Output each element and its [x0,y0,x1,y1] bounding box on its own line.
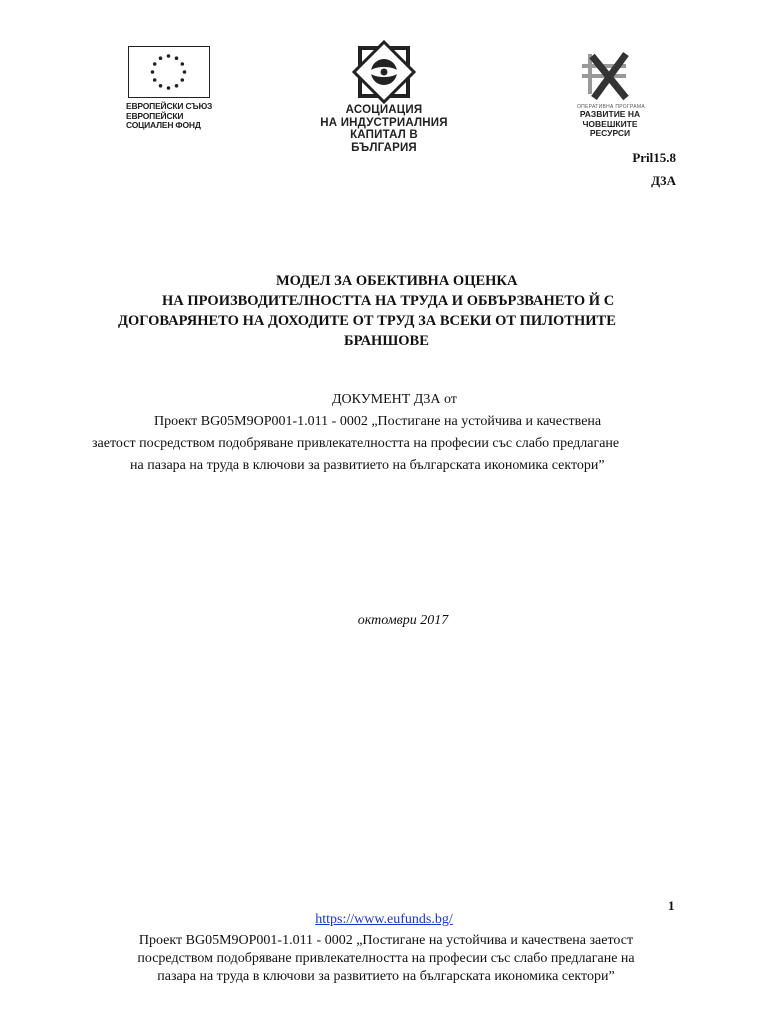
title-line-4: БРАНШОВЕ [344,333,429,349]
reference-doc: Д3А [651,173,676,188]
title-line-2: НА ПРОИЗВОДИТЕЛНОСТТА НА ТРУДА И ОБВЪРЗВАНЕТО Й С [162,293,615,309]
document-line-1: ДОКУМЕНТ Д3А от [332,392,457,407]
eu-logo-caption [126,102,226,131]
eu-caption-line1: ЕВРОПЕЙСКИ СЪЮЗ [126,101,213,111]
hr-tiny-caption: ОПЕРАТИВНА ПРОГРАМА [576,104,646,110]
aic-logo-caption [316,104,452,154]
footer-line-2: посредством подобряване привлекателността на професии със слабо предлагане на [137,951,635,966]
page-number: 1 [668,898,675,913]
aic-caption-line2: НА ИНДУСТРИАЛНИЯ [320,116,448,129]
document-line-3: заетост посредством подобряване привлекателността на професии със слабо предлагане [92,436,620,451]
aic-caption-line3: КАПИТАЛ В БЪЛГАРИЯ [350,129,418,154]
hr-logo-caption [562,110,658,139]
hr-caption-line2: ЧОВЕШКИТЕ РЕСУРСИ [582,118,638,138]
hr-cross-icon [576,48,636,104]
hr-caption-line1: РАЗВИТИЕ НА [579,109,641,119]
reference-code: Pril15.8 [632,150,676,165]
title-line-3: ДОГОВАРЯНЕТО НА ДОХОДИТЕ ОТ ТРУД ЗА ВСЕКИ ОТ ПИЛОТНИТЕ [118,313,616,329]
aic-emblem-icon [352,40,416,104]
aic-caption-line1: АСОЦИАЦИЯ [345,104,423,116]
aic-logo [316,40,452,154]
eu-logo [126,46,226,131]
eufunds-link[interactable]: https://www.eufunds.bg/ [315,912,453,927]
footer-line-1: Проект BG05M9OP001-1.011 - 0002 „Постигане на устойчива и качествена заетост [138,933,634,948]
eu-caption-line3: СОЦИАЛЕН ФОНД [126,120,201,130]
eu-flag-icon [128,46,210,98]
document-date: октомври 2017 [357,613,449,628]
hr-programme-logo [566,48,676,139]
eu-caption-line2: ЕВРОПЕЙСКИ [126,110,184,121]
title-line-1: МОДЕЛ ЗА ОБЕКТИВНА ОЦЕНКА [276,273,518,289]
document-line-2: Проект BG05M9OP001-1.011 - 0002 „Постигане на устойчива и качествена [154,414,602,429]
footer-line-3: пазара на труда в ключови за развитието на българската икономика сектори” [157,969,615,984]
document-line-4: на пазара на труда в ключови за развитието на българската икономика сектори” [130,458,605,473]
